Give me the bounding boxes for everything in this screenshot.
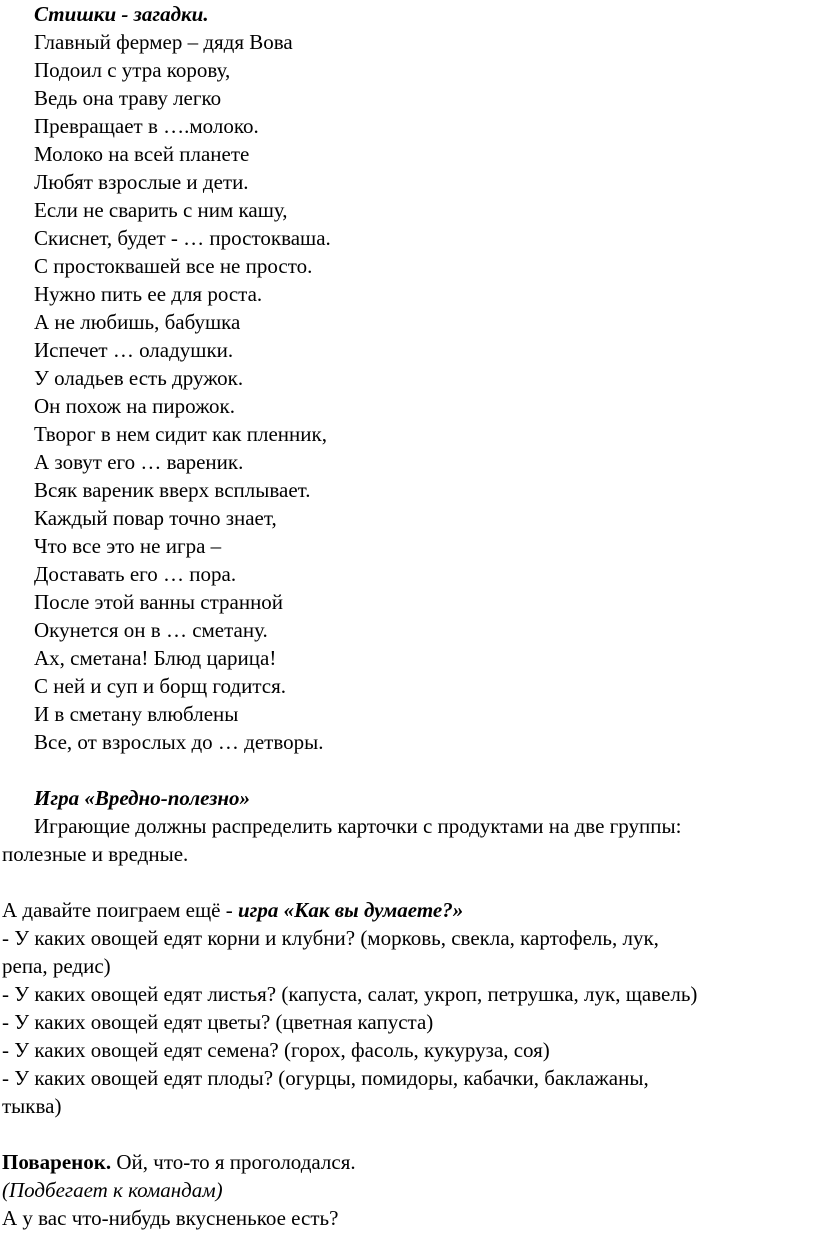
riddle-line: Что все это не игра – xyxy=(34,534,222,558)
question-line: - У каких овощей едят листья? (капуста, салат, укроп, петрушка, лук, щавель) xyxy=(2,982,698,1006)
riddles-title: Стишки - загадки. xyxy=(34,2,209,26)
game1-desc-line1: Играющие должны распределить карточки с продуктами на две группы: xyxy=(34,814,682,838)
riddle-line: Любят взрослые и дети. xyxy=(34,170,249,194)
riddle-line: Скиснет, будет - … простокваша. xyxy=(34,226,331,250)
document-page xyxy=(2,0,814,1232)
riddle-line: Ах, сметана! Блюд царица! xyxy=(34,646,277,670)
riddle-line: После этой ванны странной xyxy=(34,590,284,614)
riddle-line: Все, от взрослых до … детворы. xyxy=(34,730,324,754)
riddle-line: Доставать его … пора. xyxy=(34,562,237,586)
question-line: - У каких овощей едят цветы? (цветная капуста) xyxy=(2,1010,434,1034)
riddle-line: Если не сварить с ним кашу, xyxy=(34,198,288,222)
question-line: - У каких овощей едят плоды? (огурцы, помидоры, кабачки, баклажаны, xyxy=(2,1066,649,1090)
riddle-line: Он похож на пирожок. xyxy=(34,394,236,418)
riddle-line: Всяк вареник вверх всплывает. xyxy=(34,478,311,502)
riddle-line: С простоквашей все не просто. xyxy=(34,254,313,278)
riddle-line: Нужно пить ее для роста. xyxy=(34,282,263,306)
riddle-line: У оладьев есть дружок. xyxy=(34,366,244,390)
dialog-speech-line xyxy=(2,1148,814,1176)
game2-intro: А давайте поиграем ещё - xyxy=(2,898,238,922)
question-line: репа, редис) xyxy=(2,954,111,978)
game1-desc-line2: полезные и вредные. xyxy=(2,842,189,866)
dialog-line: А у вас что-нибудь вкусненькое есть? xyxy=(2,1206,339,1230)
riddle-line: Окунется он в … сметану. xyxy=(34,618,268,642)
riddle-line: Испечет … оладушки. xyxy=(34,338,234,362)
riddle-line: Ведь она траву легко xyxy=(34,86,222,110)
speaker-name: Поваренок. xyxy=(2,1150,112,1174)
riddle-line: С ней и суп и борщ годится. xyxy=(34,674,286,698)
riddle-line: Каждый повар точно знает, xyxy=(34,506,277,530)
riddle-line: Молоко на всей планете xyxy=(34,142,250,166)
riddle-line: И в сметану влюблены xyxy=(34,702,239,726)
blank-line xyxy=(2,756,814,784)
speaker-speech: Ой, что-то я проголодался. xyxy=(111,1150,356,1174)
game1-title: Игра «Вредно-полезно» xyxy=(34,786,251,810)
riddle-line: Превращает в ….молоко. xyxy=(34,114,259,138)
blank-line xyxy=(2,868,814,896)
game2-title: игра «Как вы думаете?» xyxy=(237,898,464,922)
blank-line xyxy=(2,1120,814,1148)
question-line: - У каких овощей едят корни и клубни? (морковь, свекла, картофель, лук, xyxy=(2,926,659,950)
game2-heading xyxy=(2,896,814,924)
question-line: - У каких овощей едят семена? (горох, фасоль, кукуруза, соя) xyxy=(2,1038,550,1062)
riddle-line: Главный фермер – дядя Вова xyxy=(34,30,293,54)
stage-direction: (Подбегает к командам) xyxy=(2,1178,223,1202)
riddle-line: А не любишь, бабушка xyxy=(34,310,241,334)
question-line: тыква) xyxy=(2,1094,62,1118)
riddle-line: А зовут его … вареник. xyxy=(34,450,244,474)
riddle-line: Творог в нем сидит как пленник, xyxy=(34,422,327,446)
riddle-line: Подоил с утра корову, xyxy=(34,58,231,82)
